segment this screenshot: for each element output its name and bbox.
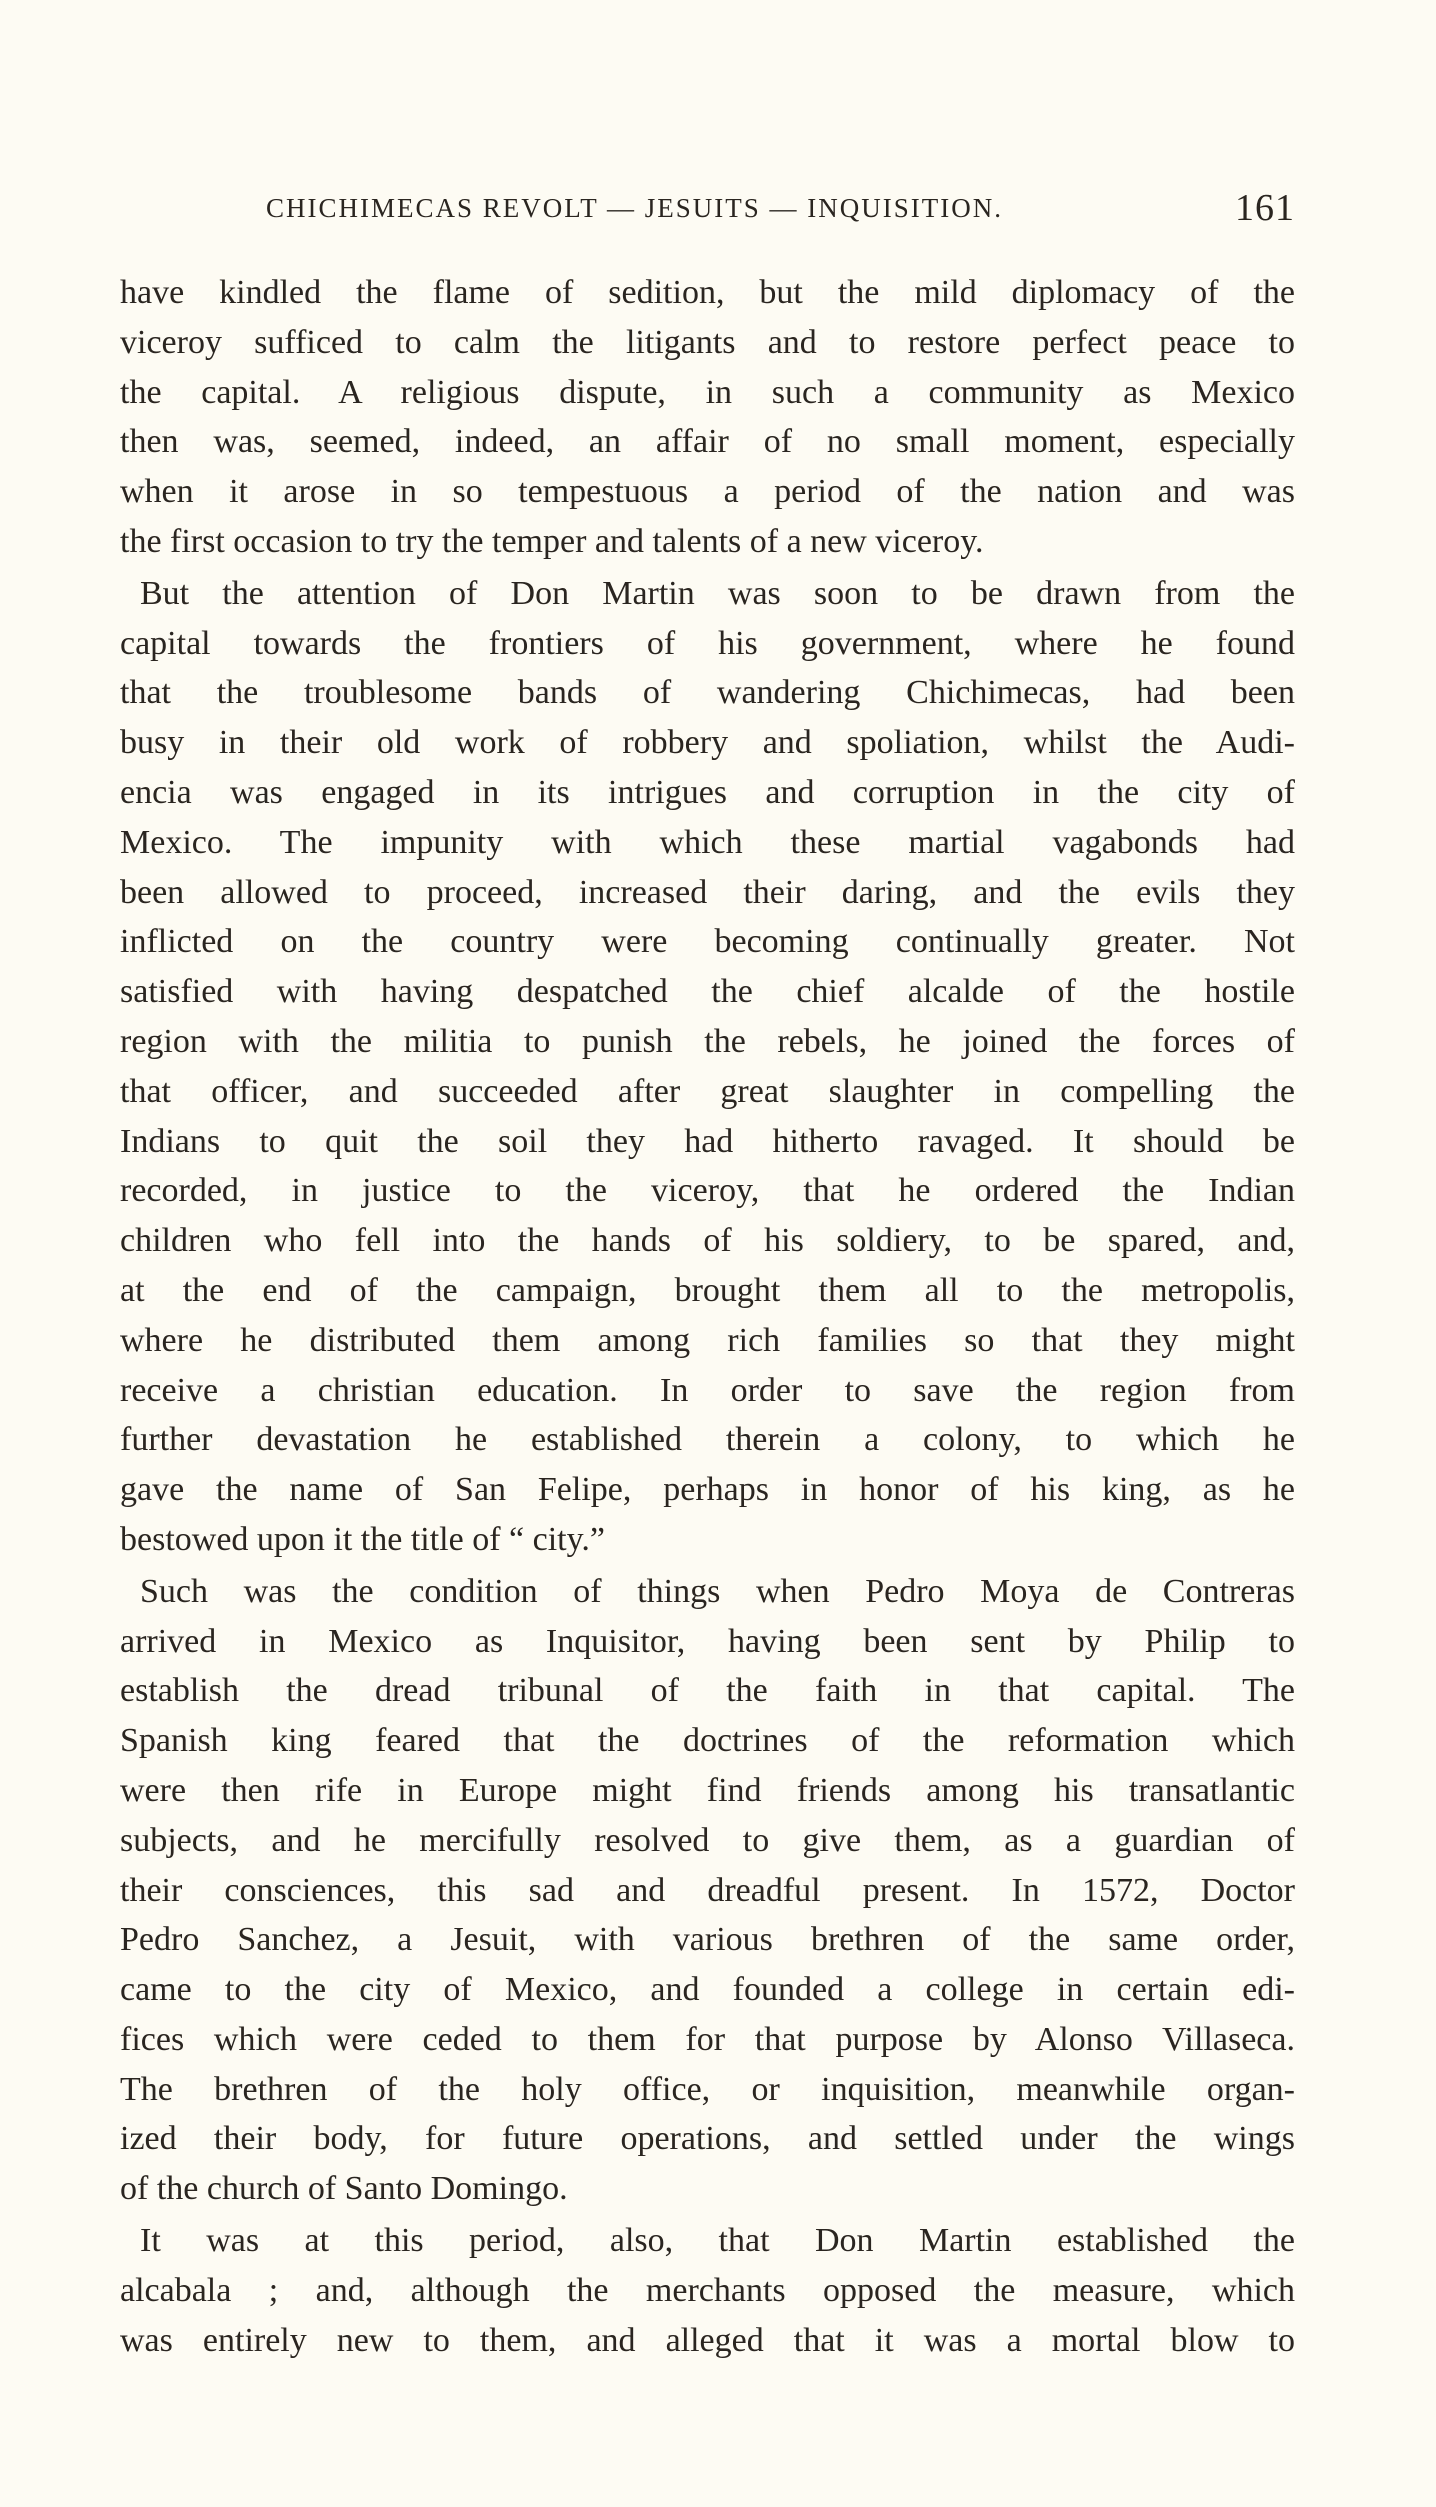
text-line: then was, seemed, indeed, an affair of no small moment, especially	[120, 423, 1295, 461]
text-line: inflicted on the country were becoming continually greater. Not	[120, 923, 1295, 961]
text-line: at the end of the campaign, brought them all to the metropolis,	[120, 1271, 1295, 1309]
text-line: Spanish king feared that the doctrines of the reformation which	[120, 1722, 1295, 1760]
text-line: where he distributed them among rich families so that they might	[120, 1321, 1295, 1359]
text-line: capital towards the frontiers of his government, where he found	[120, 624, 1295, 662]
text-line: the first occasion to try the temper and talents of a new viceroy.	[120, 522, 984, 560]
running-title: CHICHIMECAS REVOLT — JESUITS — INQUISITION.	[266, 193, 1004, 223]
text-line: fices which were ceded to them for that purpose by Alonso Villaseca.	[120, 2020, 1295, 2058]
text-line: that officer, and succeeded after great slaughter in compelling the	[120, 1072, 1295, 1110]
text-line: encia was engaged in its intrigues and corruption in the city of	[120, 773, 1295, 811]
text-line: The brethren of the holy office, or inquisition, meanwhile organ-	[120, 2070, 1295, 2108]
page-number: 161	[1235, 187, 1295, 229]
text-line: arrived in Mexico as Inquisitor, having been sent by Philip to	[120, 1622, 1295, 1660]
text-line: that the troublesome bands of wandering Chichimecas, had been	[120, 674, 1295, 712]
text-line: region with the militia to punish the rebels, he joined the forces of	[120, 1022, 1295, 1060]
text-line: further devastation he established therein a colony, to which he	[120, 1421, 1295, 1459]
text-line: children who fell into the hands of his soldiery, to be spared, and,	[120, 1222, 1295, 1260]
text-line: the capital. A religious dispute, in such a community as Mexico	[120, 373, 1295, 411]
text-line: Mexico. The impunity with which these martial vagabonds had	[120, 823, 1295, 861]
text-line: alcabala ; and, although the merchants opposed the measure, which	[120, 2271, 1295, 2309]
running-head	[120, 185, 1295, 231]
text-line: viceroy sufficed to calm the litigants and to restore perfect peace to	[120, 323, 1295, 361]
text-line: subjects, and he mercifully resolved to give them, as a guardian of	[120, 1821, 1295, 1859]
text-line: receive a christian education. In order to save the region from	[120, 1371, 1295, 1409]
text-line: ized their body, for future operations, and settled under the wings	[120, 2120, 1295, 2158]
text-line: gave the name of San Felipe, perhaps in honor of his king, as he	[120, 1471, 1295, 1509]
text-line: their consciences, this sad and dreadful present. In 1572, Doctor	[120, 1871, 1295, 1909]
text-line: But the attention of Don Martin was soon to be drawn from the	[140, 574, 1295, 612]
text-line: was entirely new to them, and alleged that it was a mortal blow to	[120, 2321, 1295, 2359]
text-line: bestowed upon it the title of “ city.”	[120, 1520, 605, 1558]
text-line: recorded, in justice to the viceroy, that he ordered the Indian	[120, 1172, 1295, 1210]
text-line: establish the dread tribunal of the faith in that capital. The	[120, 1672, 1295, 1710]
text-line: Pedro Sanchez, a Jesuit, with various brethren of the same order,	[120, 1921, 1295, 1959]
text-line: have kindled the flame of sedition, but the mild diplomacy of the	[120, 274, 1295, 311]
text-line: when it arose in so tempestuous a period of the nation and was	[120, 473, 1295, 511]
text-line: came to the city of Mexico, and founded a college in certain edi-	[120, 1971, 1295, 2009]
body-text	[120, 268, 1295, 2365]
text-line: of the church of Santo Domingo.	[120, 2170, 568, 2208]
paragraph-3	[120, 1567, 1295, 2214]
paragraph-2	[120, 569, 1295, 1565]
text-line: were then rife in Europe might find friends among his transatlantic	[120, 1771, 1295, 1809]
text-line: It was at this period, also, that Don Martin established the	[140, 2222, 1295, 2260]
text-line: been allowed to proceed, increased their daring, and the evils they	[120, 873, 1295, 911]
text-line: Such was the condition of things when Pedro Moya de Contreras	[140, 1572, 1295, 1610]
text-line: busy in their old work of robbery and spoliation, whilst the Audi-	[120, 724, 1295, 762]
paragraph-4	[120, 2216, 1295, 2365]
text-line: satisfied with having despatched the chief alcalde of the hostile	[120, 973, 1295, 1011]
text-line: Indians to quit the soil they had hitherto ravaged. It should be	[120, 1122, 1295, 1160]
paragraph-1	[120, 268, 1295, 567]
